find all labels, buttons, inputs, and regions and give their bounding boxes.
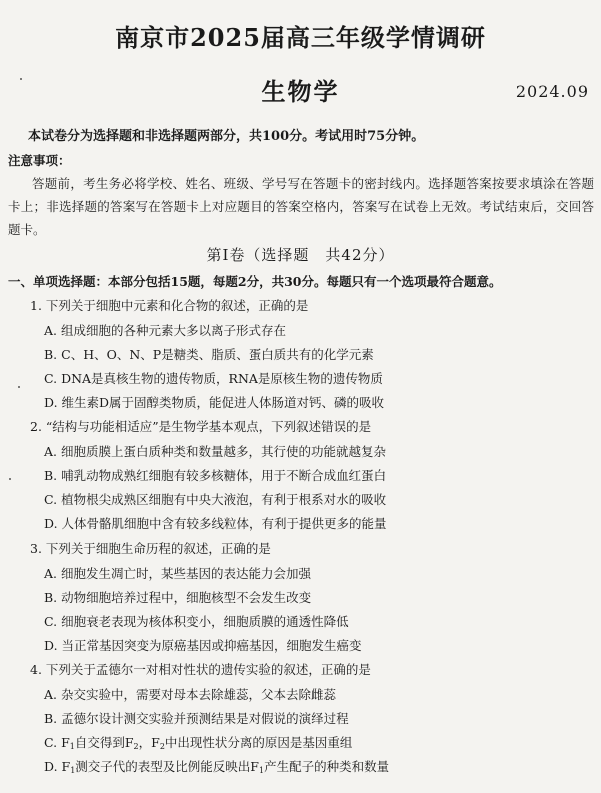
- question-3-stem: 3. 下列关于细胞生命历程的叙述，正确的是: [30, 541, 271, 556]
- exam-title: 南京市2025届高三年级学情调研: [115, 23, 486, 52]
- question-3-option-b: B. 动物细胞培养过程中，细胞核型不会发生改变: [44, 590, 312, 605]
- question-1-option-b: B. C、H、O、N、P是糖类、脂质、蛋白质共有的化学元素: [44, 347, 374, 362]
- question-4-option-a: A. 杂交实验中，需要对母本去除雄蕊，父本去除雌蕊: [44, 687, 336, 702]
- scan-speck: [18, 386, 20, 388]
- question-3-option-a: A. 细胞发生凋亡时，某些基因的表达能力会加强: [44, 566, 311, 581]
- question-3-option-d: D. 当正常基因突变为原癌基因或抑癌基因，细胞发生癌变: [44, 638, 362, 653]
- scan-speck: [20, 78, 22, 80]
- question-4-option-c: C. $F_1$自交得到$F_2$，$F_2$中出现性状分离的原因是基因重组: [44, 735, 353, 751]
- question-2-option-a: A. 细胞质膜上蛋白质种类和数量越多，其行使的功能就越复杂: [44, 444, 386, 459]
- question-4-option-d: D. $F_1$测交子代的表型及比例能反映出$F_1$产生配子的种类和数量: [44, 759, 390, 775]
- scan-speck: [9, 478, 11, 480]
- question-2-option-c: C. 植物根尖成熟区细胞有中央大液泡，有利于根系对水的吸收: [44, 492, 387, 507]
- question-1-option-d: D. 维生素D属于固醇类物质，能促进人体肠道对钙、磷的吸收: [44, 395, 385, 410]
- question-4-option-b: B. 孟德尔设计测交实验并预测结果是对假说的演绎过程: [44, 711, 349, 726]
- question-1-stem: 1. 下列关于细胞中元素和化合物的叙述，正确的是: [30, 298, 309, 313]
- notice-body: 答题前，考生务必将学校、姓名、班级、学号写在答题卡的密封线内。选择题答案按要求填涂在答题卡上；非选择题的答案写在答题卡上对应题目的答案空格内，答案写在试卷上无效。考试结束后，交回答题卡。: [8, 176, 594, 237]
- question-1-option-a: A. 组成细胞的各种元素大多以离子形式存在: [44, 323, 286, 338]
- exam-date: 2024.09: [515, 82, 589, 101]
- section-heading: 一、单项选择题：本部分包括15题，每题2分，共30分。每题只有一个选项最符合题意。: [8, 274, 502, 289]
- question-2-option-b: B. 哺乳动物成熟红细胞有较多核糖体，用于不断合成血红蛋白: [44, 468, 387, 483]
- question-2-option-d: D. 人体骨骼肌细胞中含有较多线粒体，有利于提供更多的能量: [44, 516, 387, 531]
- question-2-stem: 2. “结构与功能相适应”是生物学基本观点，下列叙述错误的是: [30, 419, 372, 434]
- part-one-heading: 第Ⅰ卷（选择题 共42分）: [206, 246, 395, 264]
- question-3-option-c: C. 细胞衰老表现为核体积变小，细胞质膜的通透性降低: [44, 614, 349, 629]
- notice-heading: 注意事项：: [8, 153, 71, 168]
- subject-title: 生物学: [261, 77, 340, 106]
- question-1-option-c: C. DNA是真核生物的遗传物质，RNA是原核生物的遗传物质: [44, 371, 383, 386]
- exam-intro: 本试卷分为选择题和非选择题两部分，共100分。考试用时75分钟。: [28, 129, 425, 144]
- question-4-stem: 4. 下列关于孟德尔一对相对性状的遗传实验的叙述，正确的是: [30, 662, 371, 677]
